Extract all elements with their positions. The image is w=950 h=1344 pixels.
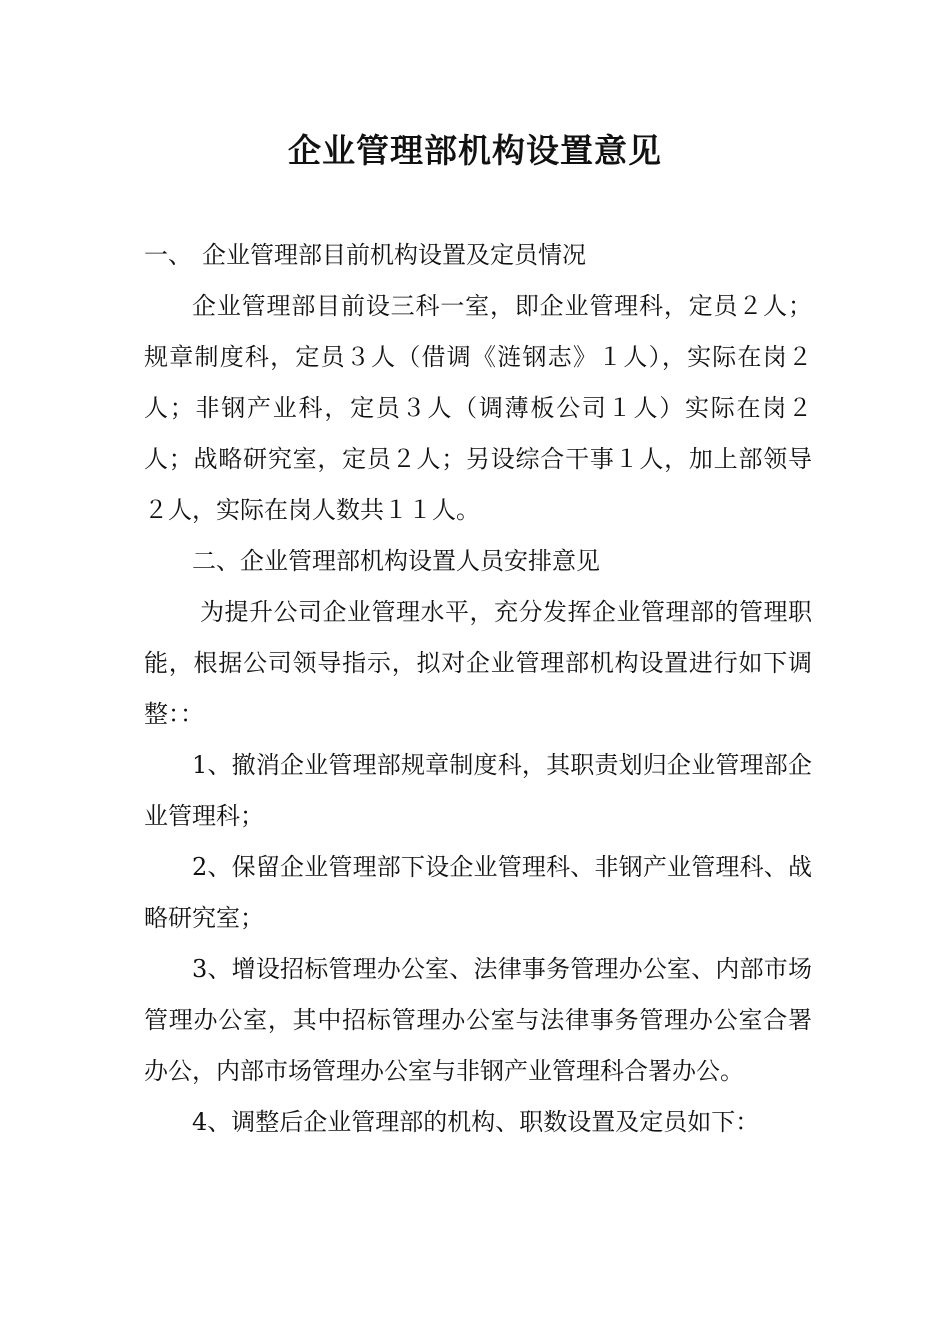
document-body [144,230,812,1148]
document-title: 企业管理部机构设置意见 [288,131,662,170]
paragraph-adjustment-intro: 为提升公司企业管理水平，充分发挥企业管理部的管理职能，根据公司领导指示，拟对企业管理部机构设置进行如下调整：： [144,598,812,728]
section-heading-1 [144,230,812,281]
section-number: 一、 [144,241,192,269]
list-item-3: 3、增设招标管理办公室、法律事务管理办公室、内部市场管理办公室，其中招标管理办公室与法律事务管理办公室合署办公，内部市场管理办公室与非钢产业管理科合署办公。 [144,955,812,1085]
list-item-2: 2、保留企业管理部下设企业管理科、非钢产业管理科、战略研究室； [144,853,812,932]
list-item-4: 4、调整后企业管理部的机构、职数设置及定员如下： [192,1108,760,1136]
list-item-1: 1、撤消企业管理部规章制度科，其职责划归企业管理部企业管理科； [144,751,812,830]
paragraph-current-setup: 企业管理部目前设三科一室，即企业管理科，定员２人；规章制度科，定员３人（借调《涟钢志》１人），实际在岗２人；非钢产业科，定员３人（调薄板公司１人）实际在岗２人；战略研究室，定员２人；另设综合干事１人，加上部领导２人，实际在岗人数共１１人。 [144,292,812,524]
section-heading-text: 企业管理部目前机构设置及定员情况 [202,241,586,269]
section-heading-2: 二、企业管理部机构设置人员安排意见 [192,547,600,575]
